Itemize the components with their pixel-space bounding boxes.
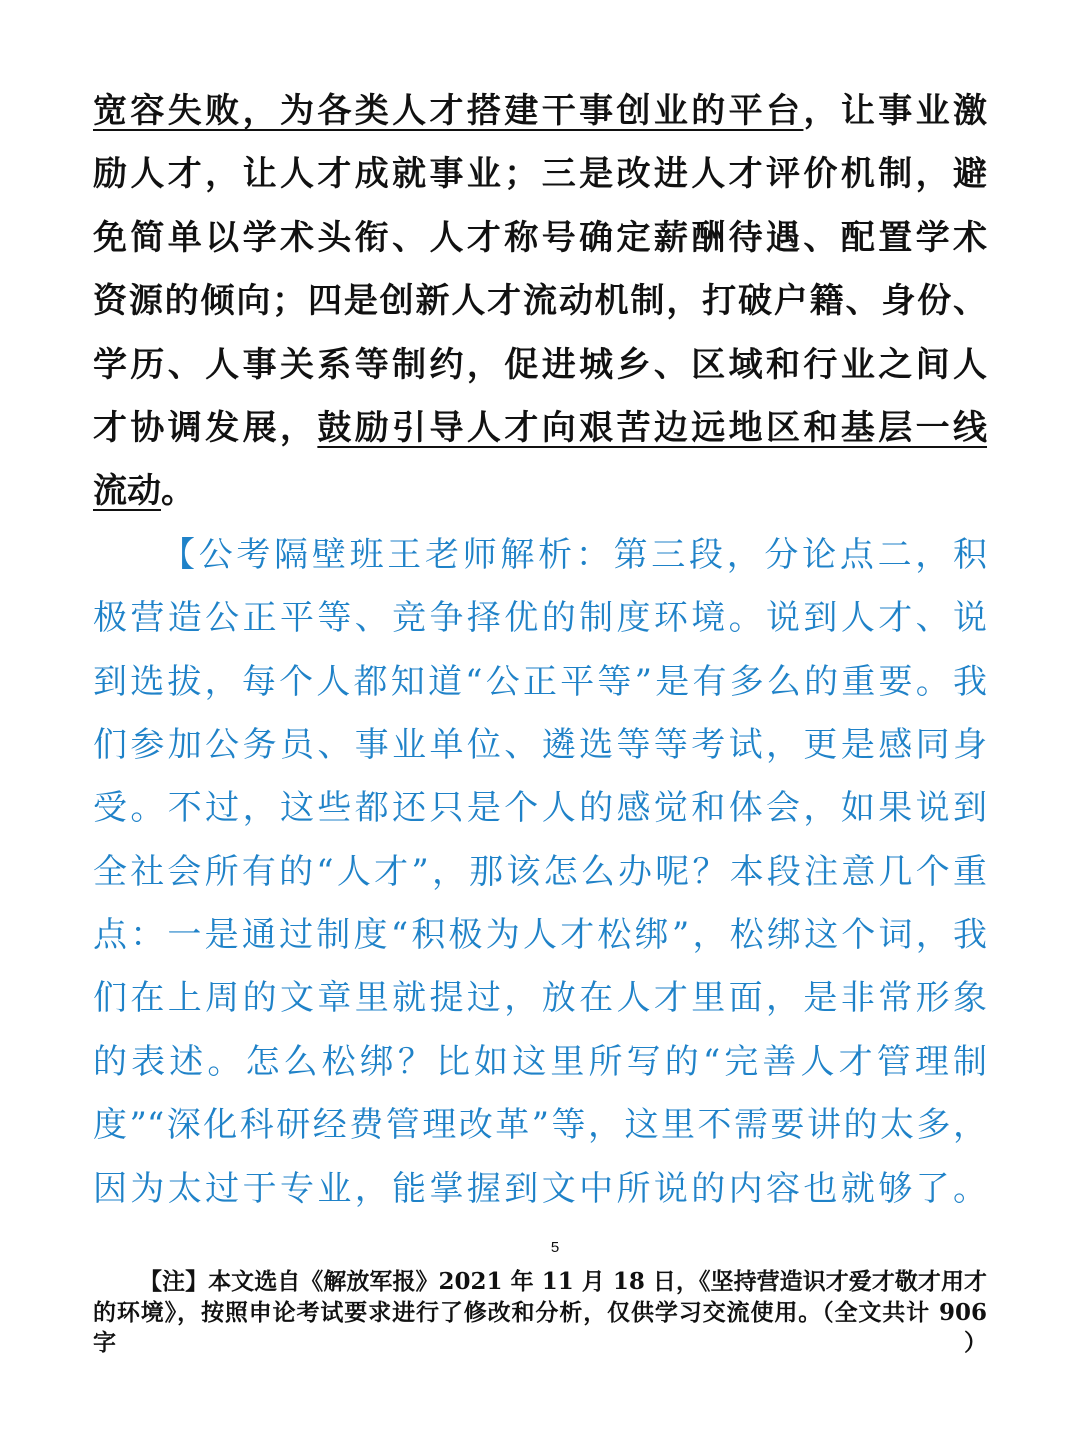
article-line-2: 励人才，让人才成就事业；三是改进人才评价机制，避	[93, 154, 987, 195]
analysis-line-10: 度”“深化科研经费管理改革”等，这里不需要讲的太多，	[93, 1105, 987, 1146]
analysis-line-4: 们参加公务员、事业单位、遴选等等考试，更是感同身	[93, 724, 987, 765]
article-text: ，让事业激	[803, 91, 988, 131]
analysis-line-2: 极营造公正平等、竞争择优的制度环境。说到人才、说	[93, 598, 987, 639]
footnote	[93, 1267, 987, 1359]
underlined-text: 流动	[93, 471, 161, 512]
footnote-line-3: 字）	[93, 1329, 987, 1356]
article-line-7	[93, 460, 987, 523]
article-line-3: 免简单以学术头衔、人才称号确定薪酬待遇、配置学术	[93, 217, 987, 258]
article-text: 才协调发展，	[93, 407, 318, 448]
article-line-4: 资源的倾向；四是创新人才流动机制，打破户籍、身份、	[93, 281, 987, 322]
analysis-line-9: 的表述。怎么松绑？比如这里所写的“完善人才管理制	[93, 1041, 987, 1082]
analysis-line-6: 全社会所有的“人才”，那该怎么办呢？本段注意几个重	[93, 851, 987, 892]
article-line-6	[93, 397, 987, 460]
main-text-block	[93, 80, 987, 1221]
article-line-5: 学历、人事关系等制约，促进城乡、区域和行业之间人	[93, 344, 987, 385]
analysis-line-3: 到选拔，每个人都知道“公正平等”是有多么的重要。我	[93, 661, 987, 702]
analysis-line-1: 【公考隔壁班王老师解析：第三段，分论点二，积	[161, 534, 987, 575]
article-line-1	[93, 80, 987, 143]
analysis-line-11: 因为太过于专业，能掌握到文中所说的内容也就够了。	[93, 1168, 987, 1209]
footnote-line-1: 【注】本文选自《解放军报》2021 年 11 月 18 日，《坚持营造识才爱才敬才用才	[139, 1268, 987, 1295]
analysis-line-8: 们在上周的文章里就提过，放在人才里面，是非常形象	[93, 978, 987, 1019]
page-number: 5	[550, 1239, 560, 1256]
underlined-text: 宽容失败，为各类人才搭建干事创业的平台	[93, 91, 804, 131]
article-text: 。	[161, 471, 195, 512]
underlined-text: 鼓励引导人才向艰苦边远地区和基层一线	[317, 407, 988, 448]
analysis-line-7: 点：一是通过制度“积极为人才松绑”，松绑这个词，我	[93, 915, 987, 956]
footnote-line-2: 的环境》，按照申论考试要求进行了修改和分析，仅供学习交流使用。（全文共计 906	[93, 1298, 987, 1326]
analysis-line-5: 受。不过，这些都还只是个人的感觉和体会，如果说到	[93, 788, 987, 829]
